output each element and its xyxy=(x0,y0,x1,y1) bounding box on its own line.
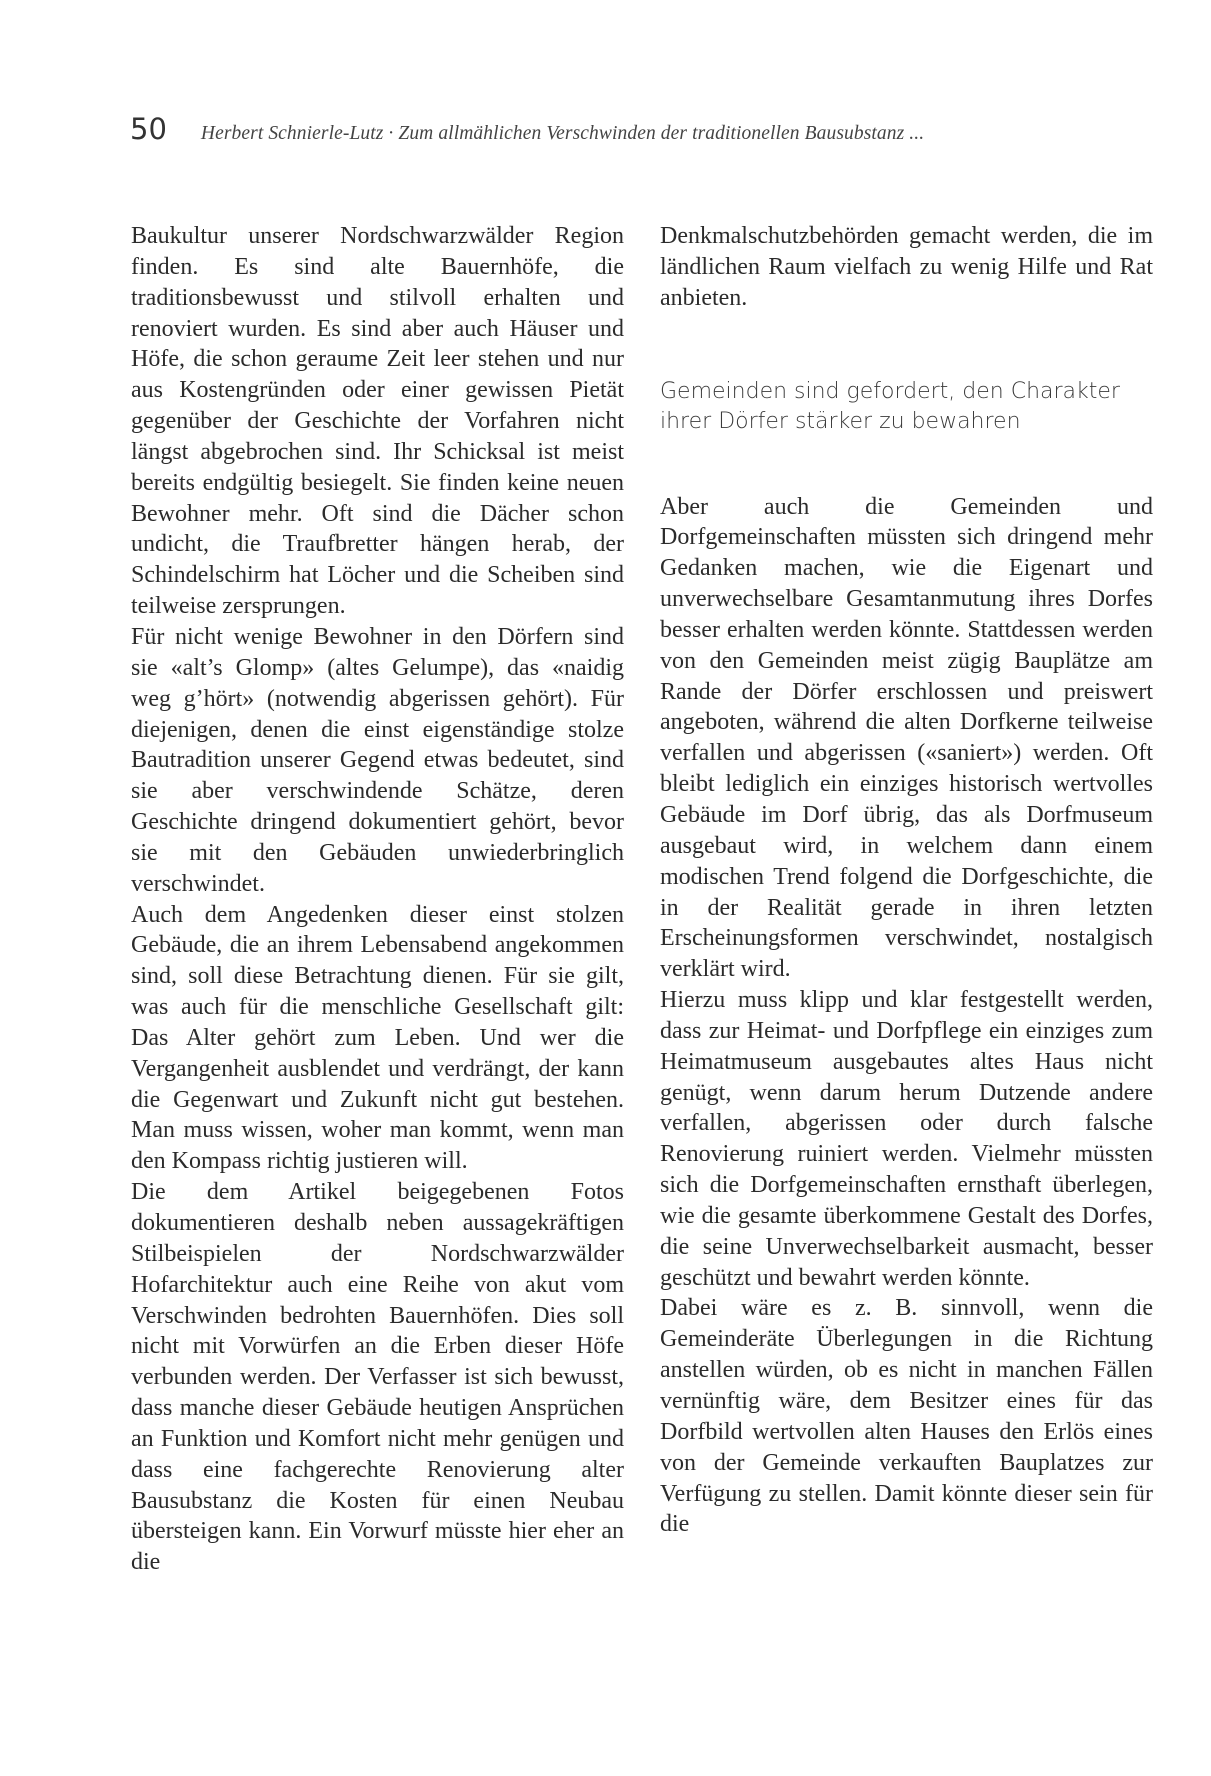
running-header xyxy=(130,112,1120,152)
running-title: Herbert Schnierle-Lutz · Zum allmählichen Verschwinden der traditionellen Bausubstanz ... xyxy=(200,123,925,144)
page-number: 50 xyxy=(130,112,167,146)
body-paragraph: Denkmalschutzbehörden gemacht werden, die im ländlichen Raum vielfach zu wenig Hilfe und Rat anbieten. xyxy=(660,223,1153,311)
body-paragraph: Dabei wäre es z. B. sinnvoll, wenn die Gemeinderäte Überlegungen in die Richtung anstellen würden, ob es nicht in manchen Fällen vernünftig wäre, dem Besitzer eines für das Dorfbild wertvollen alten Hauses den Erlös eines von der Gemeinde verkauften Bauplatzes zur Verfügung zu stellen. Damit könnte dieser sein für die xyxy=(660,1295,1153,1538)
body-paragraph: Aber auch die Gemeinden und Dorfgemeinschaften müssten sich dringend mehr Gedanken machen, wie die Eigenart und unverwechselbare Gesamtanmutung ihres Dorfes besser erhalten werden könnte. Stattdessen werden von den Gemeinden meist zügig Bauplätze am Rande der Dörfer erschlossen und preiswert angeboten, während die alten Dorfkerne teilweise verfallen und abgerissen («saniert») werden. Oft bleibt lediglich ein einziges historisch wertvolles Gebäude im Dorf übrig, das als Dorfmuseum ausgebaut wird, in welchem dann einem modischen Trend folgend die Dorfgeschichte, die in der Realität gerade in ihren letzten Erscheinungsformen verschwindet, nostalgisch verklärt wird. xyxy=(660,493,1153,983)
body-paragraph: Baukultur unserer Nordschwarzwälder Region finden. Es sind alte Bauernhöfe, die traditionsbewusst und stilvoll erhalten und renoviert wurden. Es sind aber auch Häuser und Höfe, die schon geraume Zeit leer stehen und nur aus Kostengründen oder einer gewissen Pietät gegenüber der Geschichte der Vorfahren nicht längst abgebrochen sind. Ihr Schicksal ist meist bereits endgültig besiegelt. Sie finden keine neuen Bewohner mehr. Oft sind die Dächer schon undicht, die Traufbretter hängen herab, der Schindelschirm hat Löcher und die Scheiben sind teilweise zersprungen. xyxy=(131,223,624,620)
body-paragraph: Auch dem Angedenken dieser einst stolzen Gebäude, die an ihrem Lebensabend angekommen sind, soll diese Betrachtung dienen. Für sie gilt, was auch für die menschliche Gesellschaft gilt: Das Alter gehört zum Leben. Und wer die Vergangenheit ausblendet und verdrängt, der kann die Gegenwart und Zukunft nicht gut bestehen. Man muss wissen, woher man kommt, wenn man den Kompass richtig justieren will. xyxy=(131,901,624,1175)
section-heading: Gemeinden sind gefordert, den Charakter ihrer Dörfer stärker zu bewahren xyxy=(660,378,1120,434)
body-paragraph: Für nicht wenige Bewohner in den Dörfern sind sie «alt’s Glomp» (altes Gelumpe), das «naidig weg g’hört» (notwendig abgerissen gehört). Für diejenigen, denen die einst eigenständige stolze Bautradition unserer Gegend etwas bedeutet, sind sie aber verschwindende Schätze, deren Geschichte dringend dokumentiert gehört, bevor sie mit den Gebäuden unwiederbringlich verschwindet. xyxy=(131,623,624,897)
body-paragraph: Hierzu muss klipp und klar festgestellt werden, dass zur Heimat- und Dorfpflege ein einziges zum Heimatmuseum ausgebautes altes Haus nicht genügt, wenn darum herum Dutzende andere verfallen, abgerissen oder durch falsche Renovierung ruiniert werden. Vielmehr müssten sich die Dorfgemeinschaften ernsthaft überlegen, wie die gesamte überkommene Gestalt des Dorfes, die seine Unverwechselbarkeit ausmacht, besser geschützt und bewahrt werden könnte. xyxy=(660,987,1153,1291)
right-column xyxy=(660,221,1153,1540)
body-paragraph: Die dem Artikel beigegebenen Fotos dokumentieren deshalb neben aussagekräftigen Stilbeispielen der Nordschwarzwälder Hofarchitektur auch eine Reihe von akut vom Verschwinden bedrohten Bauernhöfen. Dies soll nicht mit Vorwürfen an die Erben dieser Höfe verbunden werden. Der Verfasser ist sich bewusst, dass manche dieser Gebäude heutigen Ansprüchen an Funktion und Komfort nicht mehr genügen und dass eine fachgerechte Renovierung alter Bausubstanz die Kosten für einen Neubau übersteigen kann. Ein Vorwurf müsste hier eher an die xyxy=(131,1179,624,1576)
left-column xyxy=(131,221,624,1578)
